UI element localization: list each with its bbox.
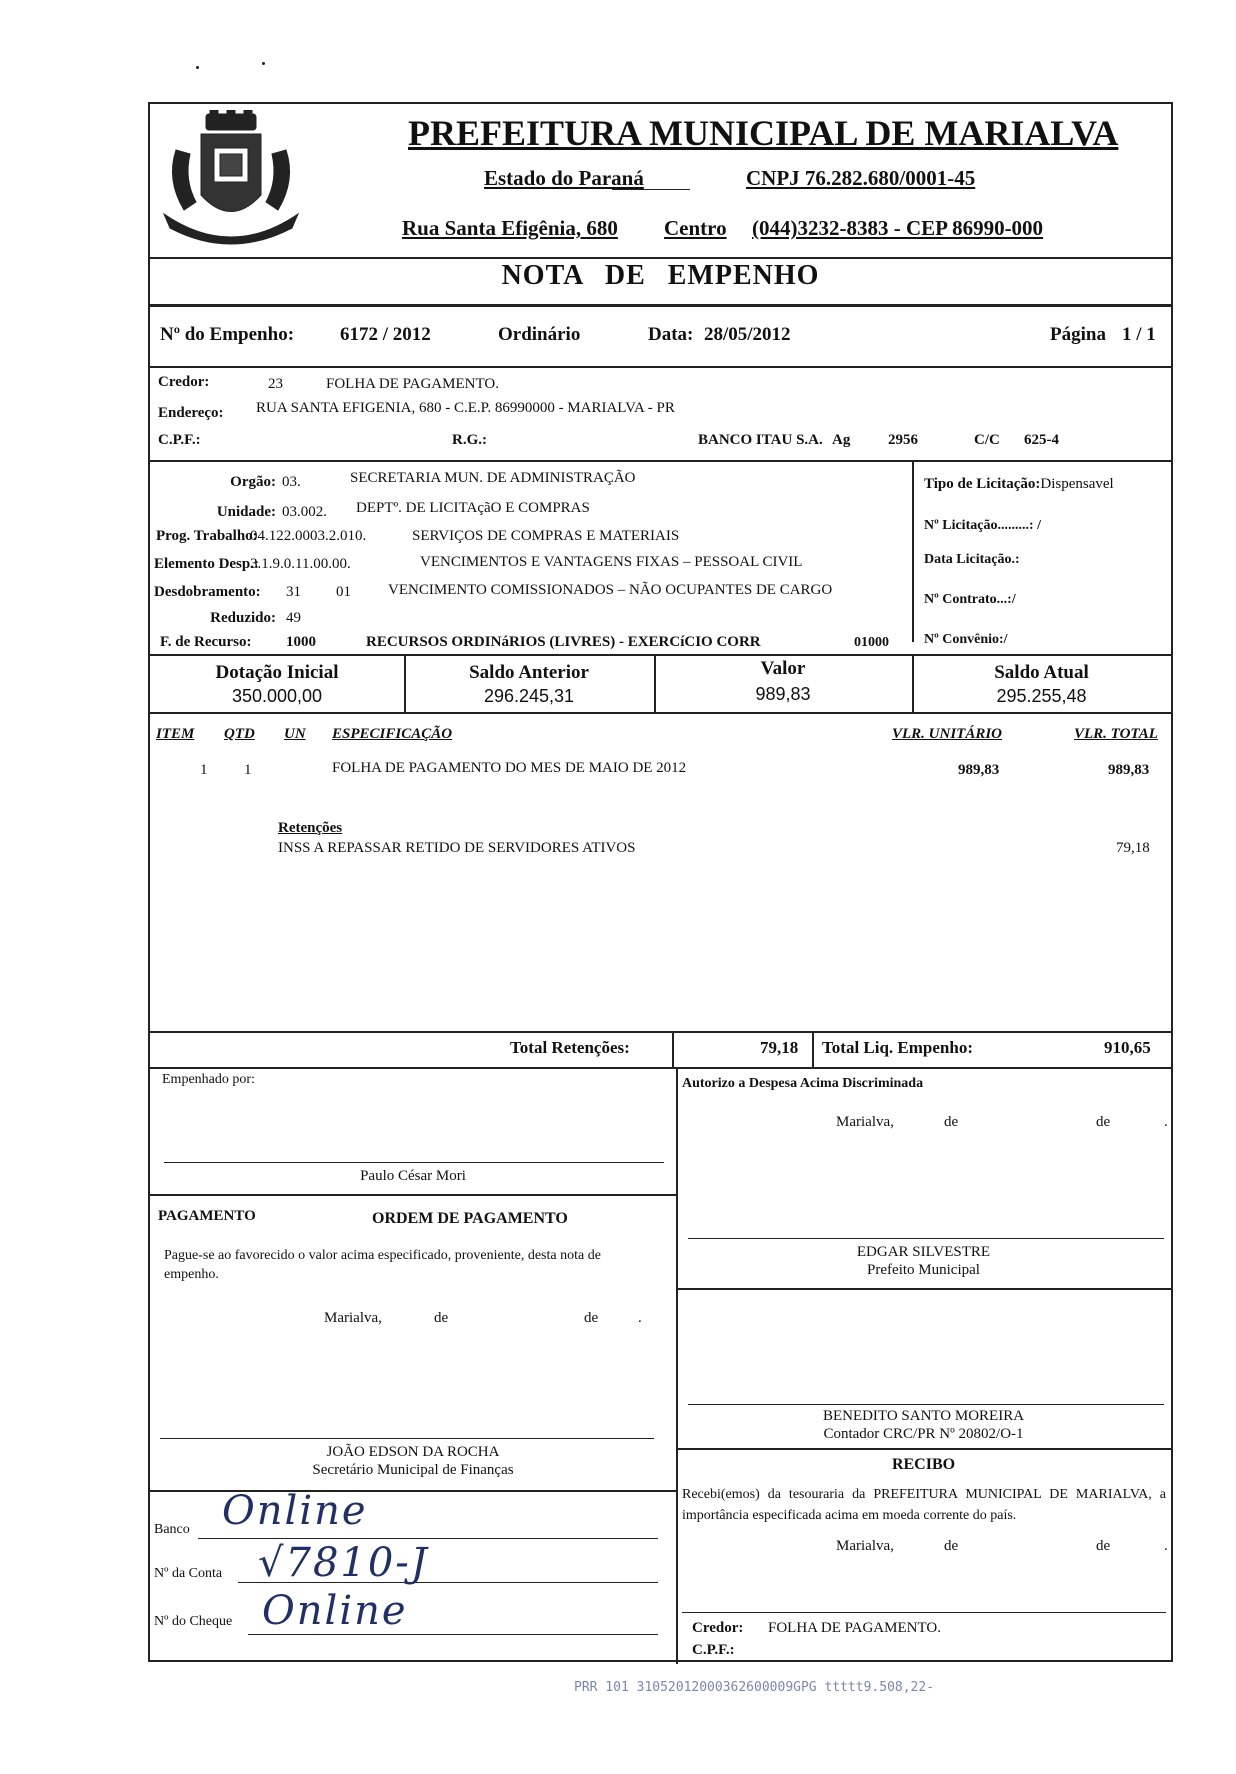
divider (150, 1031, 1171, 1033)
col-item: ITEM (156, 726, 195, 742)
saldo-atual-value: 295.255,48 (996, 686, 1087, 706)
coat-of-arms-icon (156, 110, 306, 250)
retencoes-desc: INSS A REPASSAR RETIDO DE SERVIDORES ATIVOS (278, 840, 636, 856)
recibo-credor: FOLHA DE PAGAMENTO. (768, 1620, 941, 1636)
banco-label: Banco (154, 1522, 190, 1537)
empenhado-por-name: Paulo César Mori (360, 1168, 466, 1184)
autorizo-dot: . (1164, 1114, 1168, 1130)
fonte-name: RECURSOS ORDINáRIOS (LIVRES) - EXERCíCIO CORR (366, 634, 761, 650)
divider (150, 257, 1171, 259)
page-number: 1 / 1 (1122, 324, 1156, 345)
banco-handwriting: Online (222, 1488, 368, 1534)
recibo-de1: de (944, 1538, 959, 1554)
tipo-licitacao-value: Dispensavel (1040, 476, 1114, 492)
divider (150, 654, 1171, 656)
dotacao-label: Dotação Inicial (215, 662, 339, 683)
dotacao-value: 350.000,00 (231, 686, 323, 706)
header-phone-cep: (044)3232-8383 - CEP 86990-000 (752, 216, 1044, 240)
desdobramento-name: VENCIMENTO COMISSIONADOS – NÃO OCUPANTES DE CARGO (388, 582, 833, 598)
divider (812, 1031, 814, 1067)
signature-line (682, 1612, 1166, 1613)
divider (676, 1288, 1171, 1290)
desdobramento-code1: 31 (286, 584, 301, 600)
divider (676, 1448, 1171, 1450)
autorizo-label: Autorizo a Despesa Acima Discriminada (682, 1076, 924, 1091)
credor-address: RUA SANTA EFIGENIA, 680 - C.E.P. 86990000 - MARIALVA - PR (256, 400, 675, 416)
footer-stamp: PRR 101 31052012000362600009GPG ttttt9.508,22- (574, 1680, 935, 1695)
prog-code: 04.122.0003.2.010. (250, 528, 367, 544)
unidade-name: DEPTº. DE LICITAçãO E COMPRAS (356, 500, 590, 516)
agency-number: 2956 (888, 432, 918, 448)
divider (150, 712, 1171, 714)
elemento-code: 3.1.9.0.11.00.00. (250, 556, 351, 572)
total-retencoes-value: 79,18 (760, 1038, 799, 1057)
total-liquido-label: Total Liq. Empenho: (822, 1038, 973, 1057)
cheque-line (248, 1634, 658, 1635)
pagamento-place: Marialva, (324, 1310, 382, 1326)
cc-label: C/C (974, 432, 1000, 448)
address-label: Endereço: (158, 405, 224, 421)
pagamento-de1: de (434, 1310, 449, 1326)
pagamento-de2: de (584, 1310, 599, 1326)
retencoes-label: Retenções (278, 820, 343, 836)
recibo-place: Marialva, (836, 1538, 894, 1554)
scan-speck (196, 66, 199, 69)
fonte-label: F. de Recurso: (160, 634, 252, 650)
credor-code: 23 (268, 376, 283, 392)
desdobramento-label: Desdobramento: (154, 584, 261, 600)
recibo-credor-label: Credor: (692, 1620, 744, 1636)
item-number: 1 (200, 762, 208, 778)
signature-line (160, 1438, 654, 1439)
autorizo-de2: de (1096, 1114, 1111, 1130)
autorizo-de1: de (944, 1114, 959, 1130)
pagamento-label: PAGAMENTO (158, 1208, 256, 1224)
valor-label: Valor (760, 658, 806, 679)
empenho-number: 6172 / 2012 (340, 324, 431, 345)
agency-label: Ag (832, 432, 851, 448)
header-state: Estado do Paraná (484, 166, 644, 190)
autorizo-place: Marialva, (836, 1114, 894, 1130)
orgao-label: Orgão: (230, 474, 276, 490)
rg-label: R.G.: (452, 432, 487, 448)
recibo-text: Recebi(emos) da tesouraria da PREFEITURA MUNICIPAL DE MARIALVA, a importância especificada acima em moeda corrente do país. (682, 1487, 1166, 1523)
divider (150, 1067, 1171, 1069)
header-district: Centro (664, 216, 727, 240)
empenho-type: Ordinário (498, 324, 581, 345)
header-title: PREFEITURA MUNICIPAL DE MARIALVA (408, 113, 1119, 153)
signature-line (688, 1238, 1164, 1239)
page-label: Página (1050, 324, 1106, 345)
licitacao-number: Nº Licitação.........: / (924, 518, 1041, 533)
contrato-number: Nº Contrato...:/ (924, 592, 1016, 607)
orgao-name: SECRETARIA MUN. DE ADMINISTRAÇÃO (350, 470, 636, 486)
prog-name: SERVIÇOS DE COMPRAS E MATERIAIS (412, 528, 680, 544)
signature-line (688, 1404, 1164, 1405)
item-qtd: 1 (244, 762, 252, 778)
col-un: UN (284, 726, 306, 742)
recibo-dot: . (1164, 1538, 1168, 1554)
bank-name: BANCO ITAU S.A. (698, 432, 823, 448)
tipo-licitacao-label: Tipo de Licitação: (924, 476, 1041, 492)
fonte-code: 1000 (286, 634, 316, 650)
empenho-date: 28/05/2012 (704, 324, 791, 345)
licitacao-date: Data Licitação.: (924, 552, 1020, 567)
divider (672, 1031, 674, 1067)
valor-value: 989,83 (755, 684, 811, 704)
secretario-name: JOÃO EDSON DA ROCHA (326, 1444, 500, 1460)
doc-title: NOTA DE EMPENHO (501, 260, 820, 291)
empenho-date-label: Data: (648, 324, 694, 345)
reduzido-value: 49 (286, 610, 301, 626)
cc-number: 625-4 (1024, 432, 1059, 448)
secretario-role: Secretário Municipal de Finanças (312, 1462, 514, 1478)
saldo-atual-label: Saldo Atual (994, 662, 1089, 683)
recibo-cpf-label: C.P.F.: (692, 1642, 735, 1658)
contador-name: BENEDITO SANTO MOREIRA (822, 1408, 1025, 1424)
prog-label: Prog. Trabalho: (156, 528, 258, 544)
recibo-de2: de (1096, 1538, 1111, 1554)
elemento-label: Elemento Desp.: (154, 556, 259, 572)
scan-speck (262, 62, 265, 65)
reduzido-label: Reduzido: (210, 610, 276, 626)
orgao-code: 03. (282, 474, 301, 490)
divider (150, 460, 1171, 462)
col-qtd: QTD (224, 726, 255, 742)
col-unit-value: VLR. UNITÁRIO (892, 726, 1003, 742)
item-total-value: 989,83 (1108, 762, 1150, 778)
header-state-underline (612, 189, 690, 190)
banco-line (198, 1538, 658, 1539)
elemento-name: VENCIMENTOS E VANTAGENS FIXAS – PESSOAL CIVIL (420, 554, 803, 570)
saldo-anterior-label: Saldo Anterior (469, 662, 589, 683)
divider (150, 366, 1171, 368)
conta-label: Nº da Conta (154, 1566, 223, 1581)
pagamento-dot: . (638, 1310, 642, 1326)
credor-name: FOLHA DE PAGAMENTO. (326, 376, 499, 392)
empenho-number-label: Nº do Empenho: (160, 324, 295, 345)
recibo-label: RECIBO (891, 1456, 956, 1473)
pagamento-text: Pague-se ao favorecido o valor acima especificado, proveniente, desta nota de empenho. (164, 1248, 601, 1282)
divider (912, 460, 914, 642)
divider (150, 304, 1171, 307)
unidade-label: Unidade: (216, 504, 276, 520)
divider (676, 1067, 678, 1664)
ordem-pagamento-label: ORDEM DE PAGAMENTO (372, 1210, 568, 1227)
convenio-number: Nº Convênio:/ (924, 632, 1008, 647)
divider (150, 1194, 676, 1196)
saldo-anterior-value: 296.245,31 (483, 686, 575, 706)
tipo-licitacao (924, 476, 1114, 493)
cheque-label: Nº do Cheque (154, 1614, 233, 1629)
conta-handwriting: √7810-J (258, 1540, 429, 1586)
col-spec: ESPECIFICAÇÃO (332, 726, 453, 742)
empenhado-por-label: Empenhado por: (162, 1072, 255, 1087)
item-spec: FOLHA DE PAGAMENTO DO MES DE MAIO DE 2012 (332, 760, 687, 776)
nota-empenho-document (148, 102, 1173, 1662)
desdobramento-code2: 01 (336, 584, 351, 600)
cpf-label: C.P.F.: (158, 432, 201, 448)
credor-label: Credor: (158, 374, 210, 390)
header-cnpj: CNPJ 76.282.680/0001-45 (746, 166, 976, 190)
item-unit-value: 989,83 (958, 762, 1000, 778)
prefeito-role: Prefeito Municipal (867, 1262, 980, 1278)
retencoes-value: 79,18 (1116, 840, 1150, 856)
total-retencoes-label: Total Retenções: (510, 1038, 630, 1057)
signature-line (164, 1162, 664, 1163)
contador-role: Contador CRC/PR Nº 20802/O-1 (823, 1426, 1024, 1442)
unidade-code: 03.002. (282, 504, 327, 520)
col-total-value: VLR. TOTAL (1074, 726, 1158, 742)
cheque-handwriting: Online (262, 1588, 408, 1634)
total-liquido-value: 910,65 (1104, 1038, 1151, 1057)
svg-text:MARIALVA: MARIALVA (208, 227, 254, 237)
header-address: Rua Santa Efigênia, 680 (402, 216, 618, 240)
prefeito-name: EDGAR SILVESTRE (856, 1244, 991, 1260)
fonte-code2: 01000 (854, 635, 889, 650)
